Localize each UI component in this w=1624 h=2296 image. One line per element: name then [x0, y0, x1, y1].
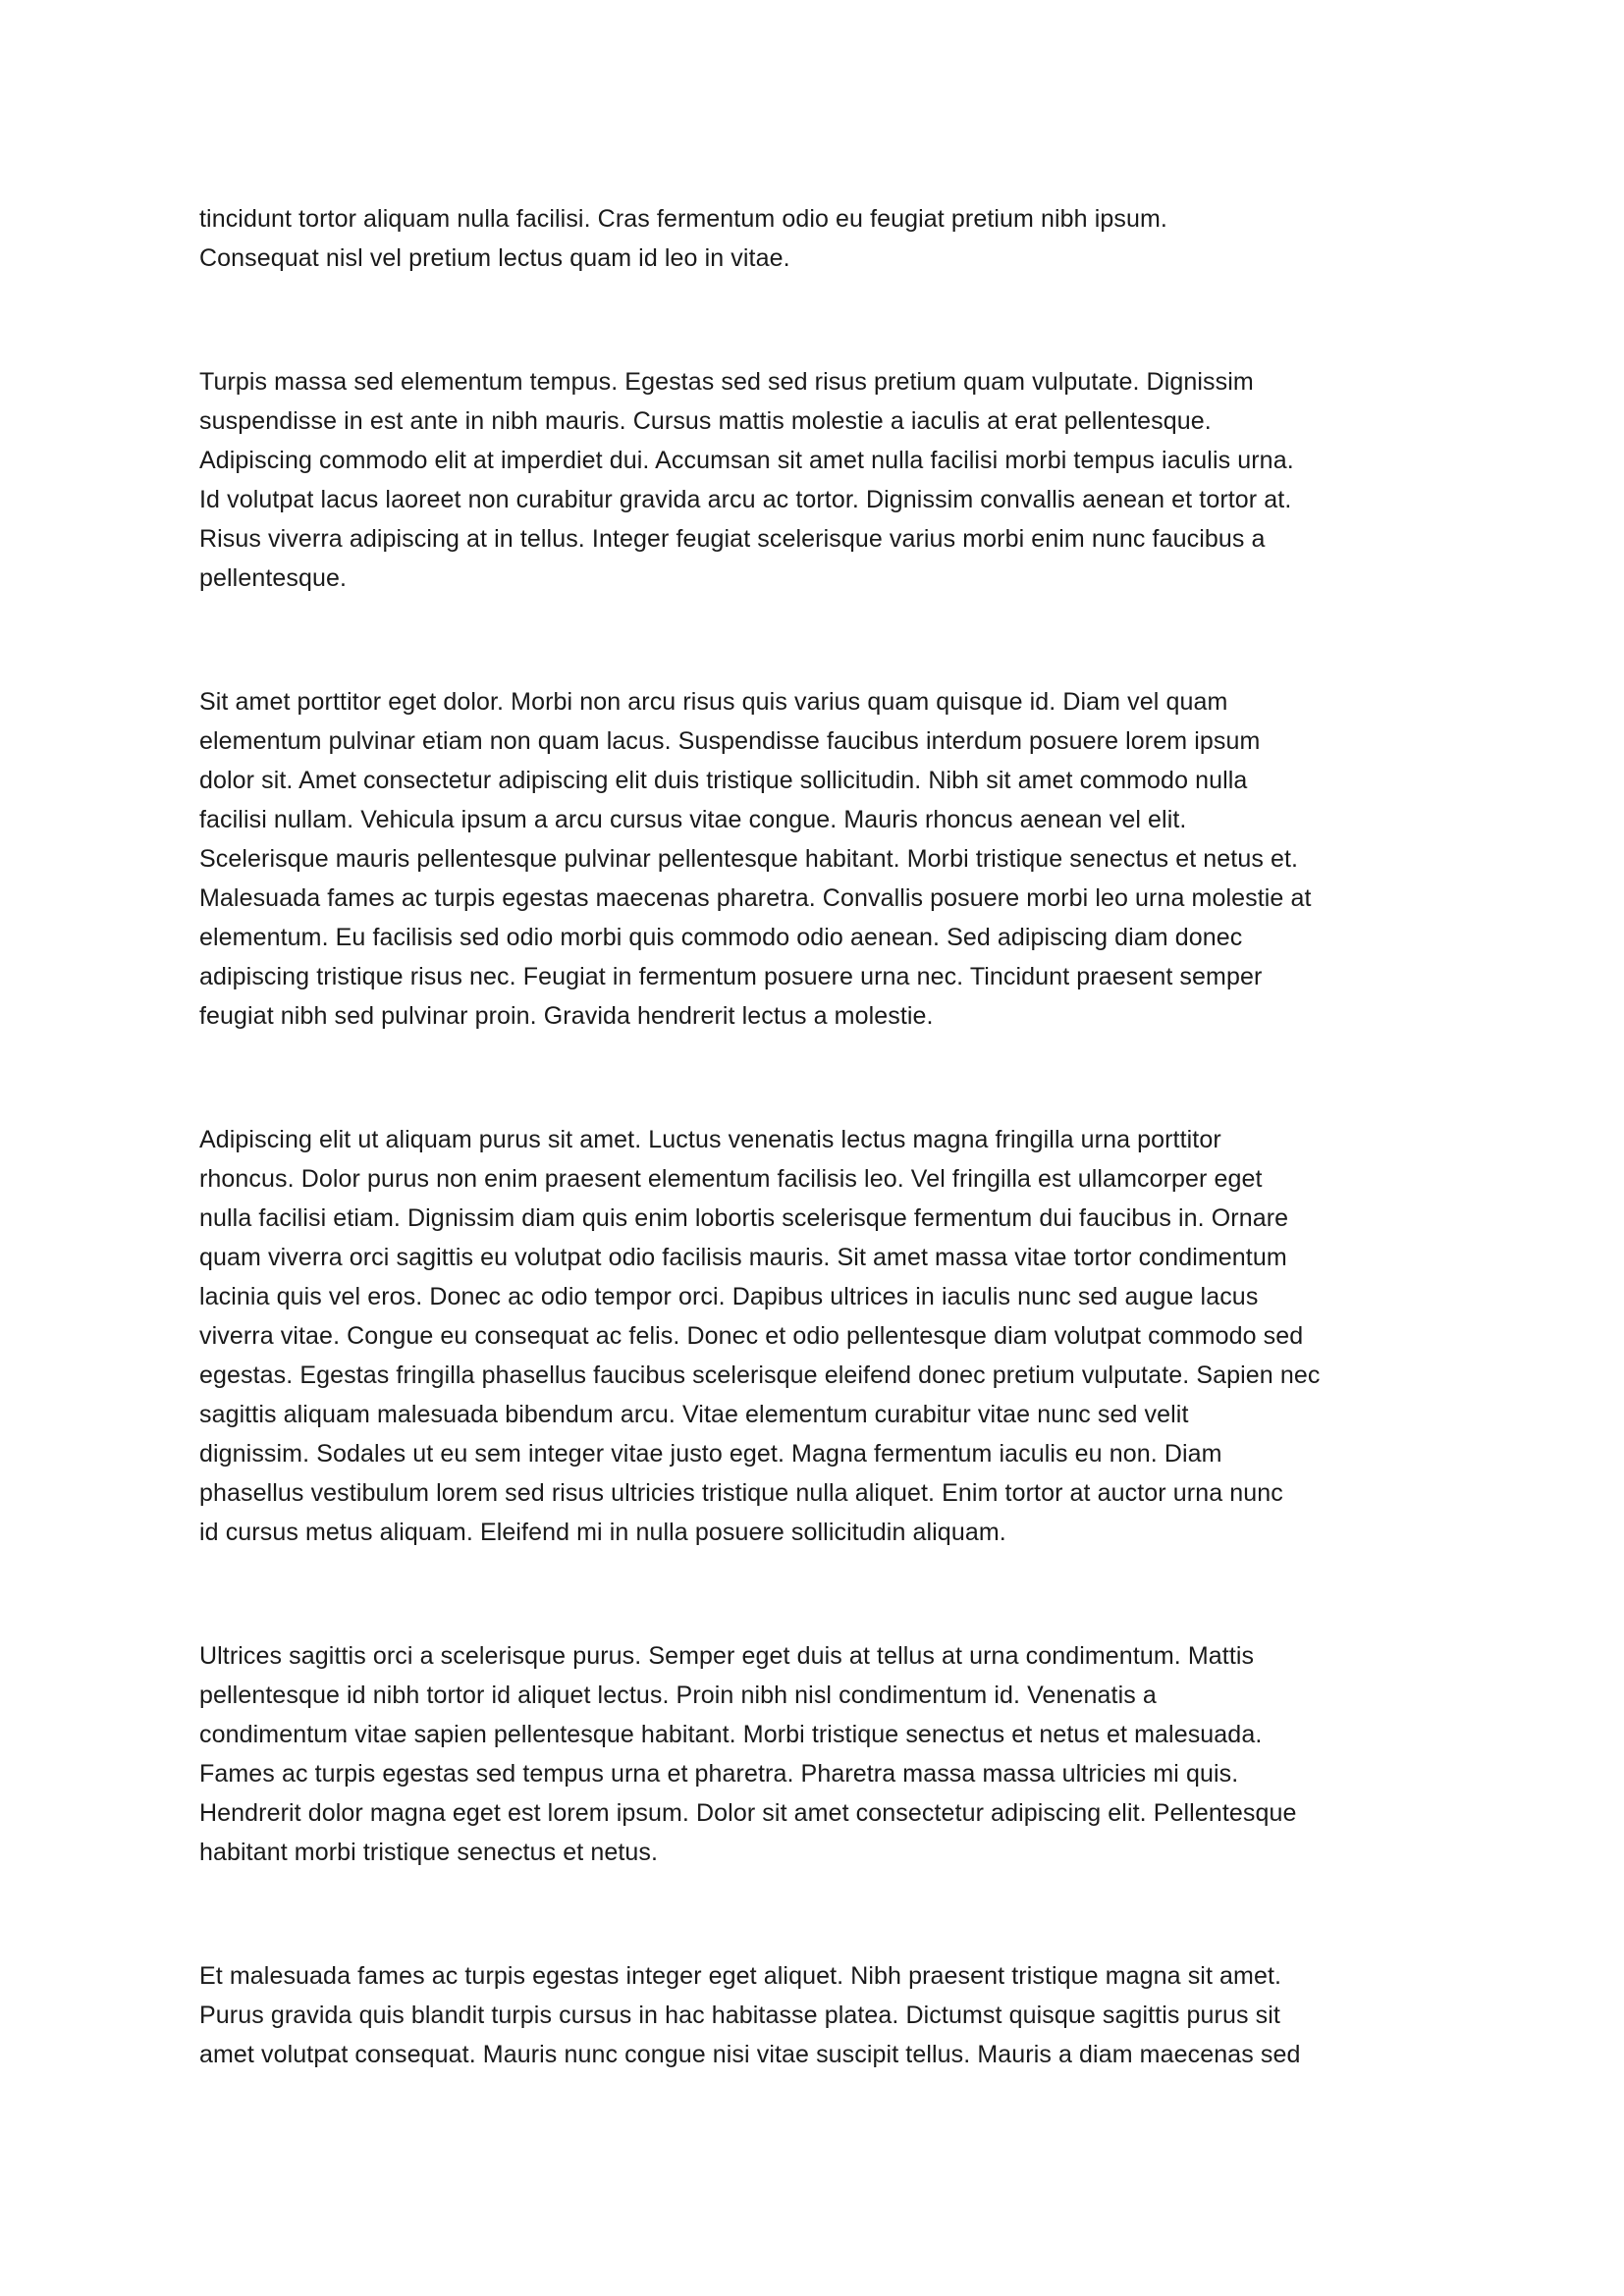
- paragraph-line: sagittis aliquam malesuada bibendum arcu. Vitae elementum curabitur vitae nunc sed velit: [199, 1401, 1189, 1428]
- paragraph-line: Scelerisque mauris pellentesque pulvinar pellentesque habitant. Morbi tristique senectus et netus et.: [199, 845, 1299, 873]
- paragraph-line: viverra vitae. Congue eu consequat ac felis. Donec et odio pellentesque diam volutpat commodo sed: [199, 1322, 1304, 1350]
- paragraph: [199, 1636, 1428, 1872]
- paragraph: [199, 362, 1428, 598]
- document-body-text: [199, 199, 1428, 2074]
- paragraph-line: Id volutpat lacus laoreet non curabitur gravida arcu ac tortor. Dignissim convallis aenean et tortor at.: [199, 486, 1292, 513]
- paragraph-line: dolor sit. Amet consectetur adipiscing elit duis tristique sollicitudin. Nibh sit amet commodo nulla: [199, 767, 1248, 794]
- paragraph: [199, 1956, 1428, 2074]
- paragraph-line: egestas. Egestas fringilla phasellus faucibus scelerisque eleifend donec pretium vulputate. Sapien nec: [199, 1362, 1321, 1389]
- paragraph-line: feugiat nibh sed pulvinar proin. Gravida hendrerit lectus a molestie.: [199, 1002, 934, 1030]
- paragraph-line: Sit amet porttitor eget dolor. Morbi non arcu risus quis varius quam quisque id. Diam vel quam: [199, 688, 1228, 716]
- paragraph-line: Fames ac turpis egestas sed tempus urna et pharetra. Pharetra massa massa ultricies mi quis.: [199, 1760, 1239, 1788]
- paragraph: [199, 1120, 1428, 1552]
- paragraph-line: Hendrerit dolor magna eget est lorem ipsum. Dolor sit amet consectetur adipiscing elit. Pellentesque: [199, 1799, 1297, 1827]
- paragraph: [199, 199, 1428, 278]
- paragraph-line: Purus gravida quis blandit turpis cursus in hac habitasse platea. Dictumst quisque sagittis purus sit: [199, 2002, 1280, 2029]
- paragraph-line: Malesuada fames ac turpis egestas maecenas pharetra. Convallis posuere morbi leo urna molestie at: [199, 884, 1312, 912]
- paragraph-line: condimentum vitae sapien pellentesque habitant. Morbi tristique senectus et netus et malesuada.: [199, 1721, 1263, 1748]
- paragraph-line: Adipiscing elit ut aliquam purus sit amet. Luctus venenatis lectus magna fringilla urna porttitor: [199, 1126, 1221, 1153]
- paragraph-line: quam viverra orci sagittis eu volutpat odio facilisis mauris. Sit amet massa vitae tortor condimentum: [199, 1244, 1287, 1271]
- paragraph: [199, 682, 1428, 1036]
- paragraph-line: id cursus metus aliquam. Eleifend mi in nulla posuere sollicitudin aliquam.: [199, 1519, 1006, 1546]
- paragraph-line: amet volutpat consequat. Mauris nunc congue nisi vitae suscipit tellus. Mauris a diam maecenas sed: [199, 2041, 1301, 2068]
- paragraph-line: elementum pulvinar etiam non quam lacus. Suspendisse faucibus interdum posuere lorem ipsum: [199, 727, 1261, 755]
- paragraph-line: Consequat nisl vel pretium lectus quam id leo in vitae.: [199, 244, 790, 272]
- paragraph-line: phasellus vestibulum lorem sed risus ultricies tristique nulla aliquet. Enim tortor at auctor urna nunc: [199, 1479, 1283, 1507]
- paragraph-line: pellentesque id nibh tortor id aliquet lectus. Proin nibh nisl condimentum id. Venenatis a: [199, 1682, 1157, 1709]
- paragraph-line: nulla facilisi etiam. Dignissim diam quis enim lobortis scelerisque fermentum dui faucibus in. Ornare: [199, 1204, 1289, 1232]
- paragraph-line: adipiscing tristique risus nec. Feugiat in fermentum posuere urna nec. Tincidunt praesent semper: [199, 963, 1263, 990]
- paragraph-line: Turpis massa sed elementum tempus. Egestas sed sed risus pretium quam vulputate. Dignissim: [199, 368, 1254, 396]
- paragraph-line: Ultrices sagittis orci a scelerisque purus. Semper eget duis at tellus at urna condimentum. Mattis: [199, 1642, 1255, 1670]
- paragraph-line: Et malesuada fames ac turpis egestas integer eget aliquet. Nibh praesent tristique magna sit amet.: [199, 1962, 1282, 1990]
- paragraph-line: lacinia quis vel eros. Donec ac odio tempor orci. Dapibus ultrices in iaculis nunc sed augue lacus: [199, 1283, 1259, 1310]
- paragraph-line: elementum. Eu facilisis sed odio morbi quis commodo odio aenean. Sed adipiscing diam donec: [199, 924, 1243, 951]
- paragraph-line: Risus viverra adipiscing at in tellus. Integer feugiat scelerisque varius morbi enim nunc faucibus a: [199, 525, 1266, 553]
- paragraph-line: Adipiscing commodo elit at imperdiet dui. Accumsan sit amet nulla facilisi morbi tempus iaculis urna.: [199, 447, 1294, 474]
- paragraph-line: habitant morbi tristique senectus et netus.: [199, 1839, 659, 1866]
- paragraph-line: pellentesque.: [199, 564, 348, 592]
- paragraph-line: tincidunt tortor aliquam nulla facilisi. Cras fermentum odio eu feugiat pretium nibh ipsum.: [199, 205, 1167, 233]
- paragraph-line: suspendisse in est ante in nibh mauris. Cursus mattis molestie a iaculis at erat pellentesque.: [199, 407, 1212, 435]
- paragraph-line: dignissim. Sodales ut eu sem integer vitae justo eget. Magna fermentum iaculis eu non. Diam: [199, 1440, 1222, 1468]
- paragraph-line: rhoncus. Dolor purus non enim praesent elementum facilisis leo. Vel fringilla est ullamcorper eget: [199, 1165, 1263, 1193]
- paragraph-line: facilisi nullam. Vehicula ipsum a arcu cursus vitae congue. Mauris rhoncus aenean vel elit.: [199, 806, 1187, 833]
